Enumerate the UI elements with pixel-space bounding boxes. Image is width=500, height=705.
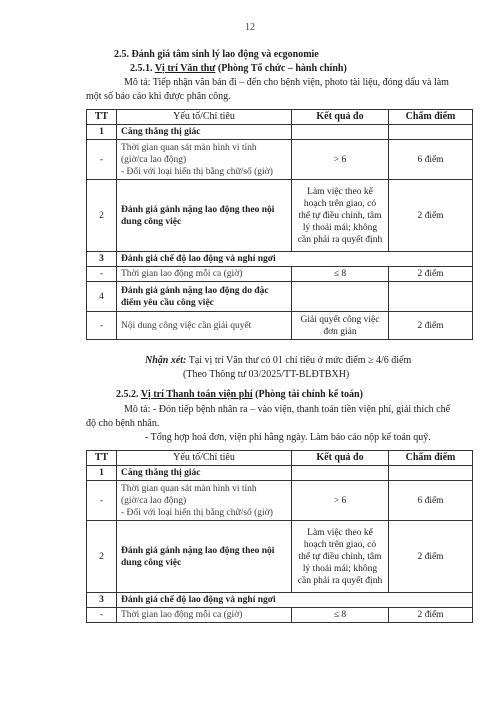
result-line: Làm việc theo kế: [307, 527, 373, 538]
header-cell: TT: [87, 451, 117, 466]
measurement-result: > 6: [292, 481, 389, 521]
subsection-title-2: [116, 388, 363, 401]
criterion-name: [117, 521, 292, 593]
measurement-result: [292, 521, 389, 593]
description-label: Mô tả:: [124, 77, 151, 88]
criterion-line: điểm yêu cầu công việc: [121, 297, 214, 308]
subsection-number: 2.5.2.: [116, 389, 139, 400]
criterion-name: Căng thẳng thị giác: [117, 466, 292, 481]
ergonomics-table-1: [86, 109, 473, 340]
table-row: [87, 521, 473, 593]
detail-line: - Đối với loại hiển thị bằng chữ/số (giờ): [121, 166, 273, 177]
row-number: -: [87, 267, 117, 282]
detail-line: Thời gian quan sát màn hình vi tính: [121, 483, 257, 494]
criterion-detail: [117, 140, 292, 180]
table-row: [87, 282, 473, 312]
row-number: -: [87, 608, 117, 623]
table-row: [87, 252, 473, 267]
result-line: đơn giản: [323, 326, 357, 337]
measurement-result: > 6: [292, 140, 389, 180]
remark-label: Nhận xét:: [145, 355, 187, 366]
result-line: hoạch trên giao, có: [303, 198, 377, 209]
result-line: cần phải ra quyết định: [297, 234, 383, 245]
criterion-detail: [117, 481, 292, 521]
section-heading: 2.5. Đánh giá tâm sinh lý lao động và ecgonomie: [114, 49, 319, 60]
criterion-line: Đánh giá gánh nặng lao động theo nội: [121, 204, 275, 215]
description-line: - Tổng hợp hoá đơn, viện phí hằng ngày. Làm báo cáo nộp kế toán quỹ.: [145, 432, 431, 443]
table-row: [87, 125, 473, 140]
criterion-line: Đánh giá gánh nặng lao động do đặc: [121, 285, 269, 296]
ergonomics-table-2: [86, 450, 473, 623]
header-cell: Chấm điểm: [389, 110, 473, 125]
row-number: 2: [87, 521, 117, 593]
criterion-line: dung công việc: [121, 557, 182, 568]
remark: [145, 354, 411, 367]
subsection-number: 2.5.1.: [130, 63, 153, 74]
criterion-name: Đánh giá chế độ lao động và nghỉ ngơi: [117, 593, 473, 608]
criterion-name: Căng thẳng thị giác: [117, 125, 292, 140]
table-row: [87, 180, 473, 252]
measurement-result: ≤ 8: [292, 267, 389, 282]
header-cell: Kết quả đo: [292, 451, 389, 466]
row-number: 3: [87, 593, 117, 608]
result-line: thể tự điều chỉnh, tâm: [298, 551, 382, 562]
description-text: - Đón tiếp bệnh nhân ra – vào viện, thanh toán tiền viện phí, giải thích chế: [152, 404, 451, 415]
table-row: [87, 267, 473, 282]
subsection-department: (Phòng Tổ chức – hành chính): [217, 63, 347, 74]
row-number: 4: [87, 282, 117, 312]
score: 2 điểm: [389, 180, 473, 252]
row-number: 1: [87, 466, 117, 481]
row-number: 3: [87, 252, 117, 267]
criterion-name: [117, 282, 292, 312]
row-number: -: [87, 481, 117, 521]
subsection-name: Vị trí Văn thư: [154, 63, 216, 74]
result-line: hoạch trên giao, có: [303, 539, 377, 550]
description-line: một số báo cáo khi được phân công.: [86, 91, 231, 102]
table-row: [87, 481, 473, 521]
description-text: Tiếp nhận văn bản đi – đến cho bệnh viện, photo tài liệu, đóng dấu và làm: [152, 77, 449, 88]
detail-line: (giờ/ca lao động): [121, 154, 187, 165]
remark-text: Tại vị trí Văn thư có 01 chỉ tiêu ở mức điểm ≥ 4/6 điểm: [188, 355, 412, 366]
score: 2 điểm: [389, 267, 473, 282]
score: 2 điểm: [389, 521, 473, 593]
score: 2 điểm: [389, 312, 473, 340]
header-cell: Yếu tố/Chỉ tiêu: [117, 110, 292, 125]
result-line: lý thoải mái; không: [302, 222, 378, 233]
criterion-detail: Thời gian lao động mỗi ca (giờ): [117, 267, 292, 282]
table-row: [87, 608, 473, 623]
table-header-row: [87, 110, 473, 125]
description-label: Mô tả:: [124, 404, 151, 415]
table-row: [87, 466, 473, 481]
table-header-row: [87, 451, 473, 466]
page-number: 12: [245, 22, 255, 33]
description-line: [124, 76, 449, 89]
criterion-detail: Nội dung công việc cần giải quyết: [117, 312, 292, 340]
result-line: thể tự điều chỉnh, tâm: [298, 210, 382, 221]
result-line: Làm việc theo kế: [307, 186, 373, 197]
criterion-detail: Thời gian lao động mỗi ca (giờ): [117, 608, 292, 623]
result-line: Giải quyết công việc: [300, 314, 380, 325]
measurement-result: [292, 180, 389, 252]
criterion-name: [117, 180, 292, 252]
criterion-name: Đánh giá chế độ lao động và nghỉ ngơi: [117, 252, 473, 267]
score: 2 điểm: [389, 608, 473, 623]
header-cell: Yếu tố/Chỉ tiêu: [117, 451, 292, 466]
row-number: -: [87, 312, 117, 340]
table-row: [87, 312, 473, 340]
subsection-name: Vị trí Thanh toán viện phí: [140, 389, 253, 400]
description-line: [124, 403, 450, 416]
score: 6 điểm: [389, 481, 473, 521]
result-line: cần phải ra quyết định: [297, 575, 383, 586]
detail-line: Thời gian quan sát màn hình vi tính: [121, 142, 257, 153]
result-line: lý thoải mái; không: [302, 563, 378, 574]
header-cell: Chấm điểm: [389, 451, 473, 466]
header-cell: Kết quả đo: [292, 110, 389, 125]
subsection-department: (Phòng tài chính kế toán): [255, 389, 363, 400]
row-number: 1: [87, 125, 117, 140]
score: 6 điểm: [389, 140, 473, 180]
table-row: [87, 140, 473, 180]
remark-reference: (Theo Thông tư 03/2025/TT-BLĐTBXH): [183, 369, 350, 380]
header-cell: TT: [87, 110, 117, 125]
measurement-result: ≤ 8: [292, 608, 389, 623]
row-number: -: [87, 140, 117, 180]
row-number: 2: [87, 180, 117, 252]
criterion-line: Đánh giá gánh nặng lao động theo nội: [121, 545, 275, 556]
description-line: độ cho bệnh nhân.: [86, 418, 160, 429]
criterion-line: dung công việc: [121, 216, 182, 227]
detail-line: - Đối với loại hiển thị bằng chữ/số (giờ): [121, 507, 273, 518]
subsection-title-1: [130, 62, 347, 75]
table-row: [87, 593, 473, 608]
detail-line: (giờ/ca lao động): [121, 495, 187, 506]
measurement-result: [292, 312, 389, 340]
